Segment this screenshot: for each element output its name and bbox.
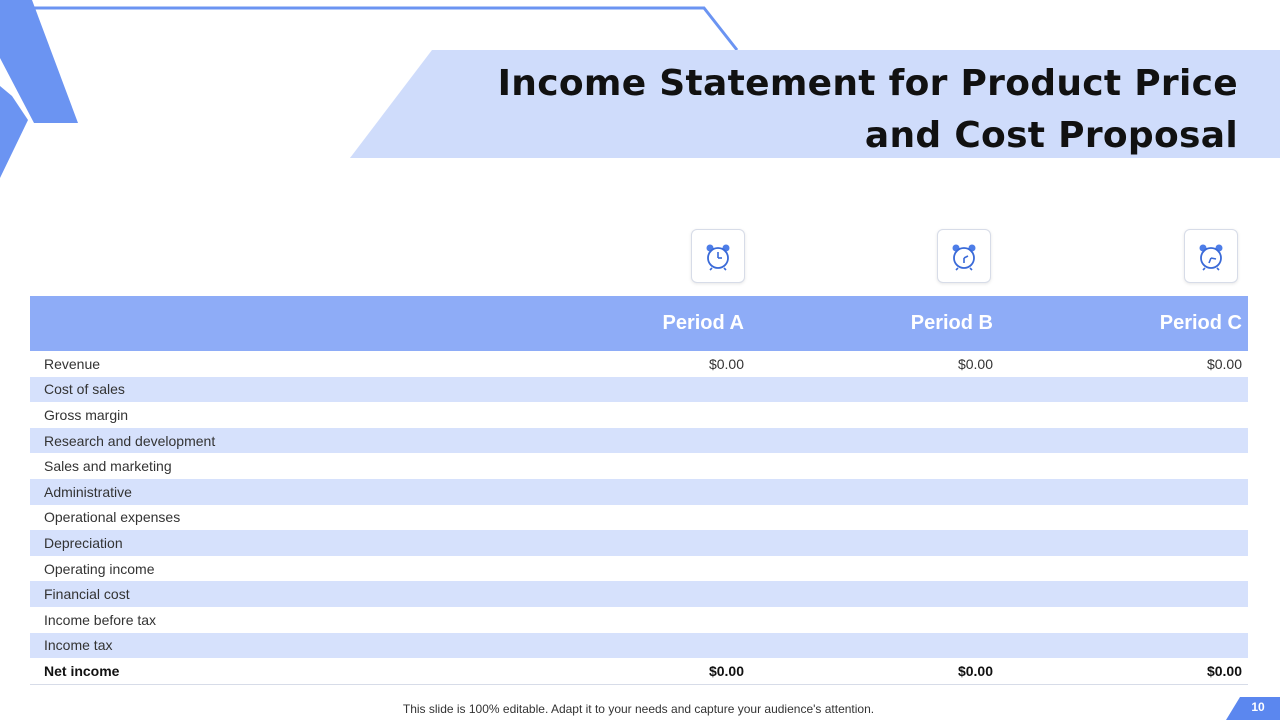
cell-period-b — [750, 607, 999, 633]
table-row — [30, 402, 1248, 428]
income-statement-table-wrapper — [30, 296, 1248, 685]
table-row — [30, 479, 1248, 505]
cell-period-a — [500, 428, 750, 454]
cell-period-a — [500, 607, 750, 633]
period-c-clock-tile — [1184, 229, 1238, 283]
slide-title: Income Statement for Product Price and Cost Proposal — [497, 63, 1238, 156]
cell-period-a: $0.00 — [500, 658, 750, 684]
row-label: Revenue — [30, 351, 500, 377]
row-label: Financial cost — [30, 581, 500, 607]
table-row — [30, 351, 1248, 377]
cell-period-a — [500, 479, 750, 505]
cell-period-c — [999, 402, 1248, 428]
cell-period-c — [999, 453, 1248, 479]
cell-period-c — [999, 581, 1248, 607]
cell-period-c: $0.00 — [999, 351, 1248, 377]
cell-period-b — [750, 377, 999, 403]
cell-period-c — [999, 428, 1248, 454]
cell-period-b — [750, 505, 999, 531]
cell-period-b — [750, 479, 999, 505]
cell-period-c — [999, 607, 1248, 633]
cell-period-c — [999, 505, 1248, 531]
table-row — [30, 377, 1248, 403]
income-statement-table — [30, 296, 1248, 685]
cell-period-b — [750, 453, 999, 479]
table-header-row — [30, 296, 1248, 351]
page-number: 10 — [1251, 700, 1265, 714]
table-row — [30, 505, 1248, 531]
row-label: Administrative — [30, 479, 500, 505]
table-row — [30, 453, 1248, 479]
table-row-total — [30, 658, 1248, 684]
cell-period-a — [500, 377, 750, 403]
row-label: Operational expenses — [30, 505, 500, 531]
cell-period-c — [999, 530, 1248, 556]
footer-note: This slide is 100% editable. Adapt it to your needs and capture your audience's attention. — [402, 702, 875, 716]
cell-period-c — [999, 633, 1248, 659]
cell-period-c — [999, 556, 1248, 582]
column-header-period-c: Period C — [999, 296, 1248, 351]
cell-period-b — [750, 556, 999, 582]
table-row — [30, 633, 1248, 659]
cell-period-c — [999, 479, 1248, 505]
cell-period-a — [500, 453, 750, 479]
row-label: Research and development — [30, 428, 500, 454]
row-label: Cost of sales — [30, 377, 500, 403]
period-a-clock-tile — [691, 229, 745, 283]
cell-period-b — [750, 428, 999, 454]
cell-period-a: $0.00 — [500, 351, 750, 377]
cell-period-a — [500, 581, 750, 607]
row-label: Income tax — [30, 633, 500, 659]
cell-period-a — [500, 530, 750, 556]
cell-period-a — [500, 402, 750, 428]
cell-period-b: $0.00 — [750, 658, 999, 684]
cell-period-b — [750, 402, 999, 428]
column-header-period-b: Period B — [750, 296, 999, 351]
row-label: Gross margin — [30, 402, 500, 428]
top-accent-line — [22, 8, 737, 50]
alarm-clock-icon — [703, 241, 733, 271]
table-row — [30, 428, 1248, 454]
column-header-label — [30, 296, 500, 351]
row-label: Net income — [30, 658, 500, 684]
cell-period-b — [750, 581, 999, 607]
cell-period-c: $0.00 — [999, 658, 1248, 684]
cell-period-b — [750, 530, 999, 556]
row-label: Depreciation — [30, 530, 500, 556]
cell-period-b: $0.00 — [750, 351, 999, 377]
period-b-clock-tile — [937, 229, 991, 283]
row-label: Sales and marketing — [30, 453, 500, 479]
alarm-clock-icon — [1196, 241, 1226, 271]
row-label: Operating income — [30, 556, 500, 582]
column-header-period-a: Period A — [500, 296, 750, 351]
alarm-clock-icon — [949, 241, 979, 271]
cell-period-a — [500, 633, 750, 659]
table-row — [30, 530, 1248, 556]
table-row — [30, 556, 1248, 582]
table-row — [30, 607, 1248, 633]
cell-period-a — [500, 556, 750, 582]
cell-period-a — [500, 505, 750, 531]
table-row — [30, 581, 1248, 607]
cell-period-c — [999, 377, 1248, 403]
cell-period-b — [750, 633, 999, 659]
row-label: Income before tax — [30, 607, 500, 633]
